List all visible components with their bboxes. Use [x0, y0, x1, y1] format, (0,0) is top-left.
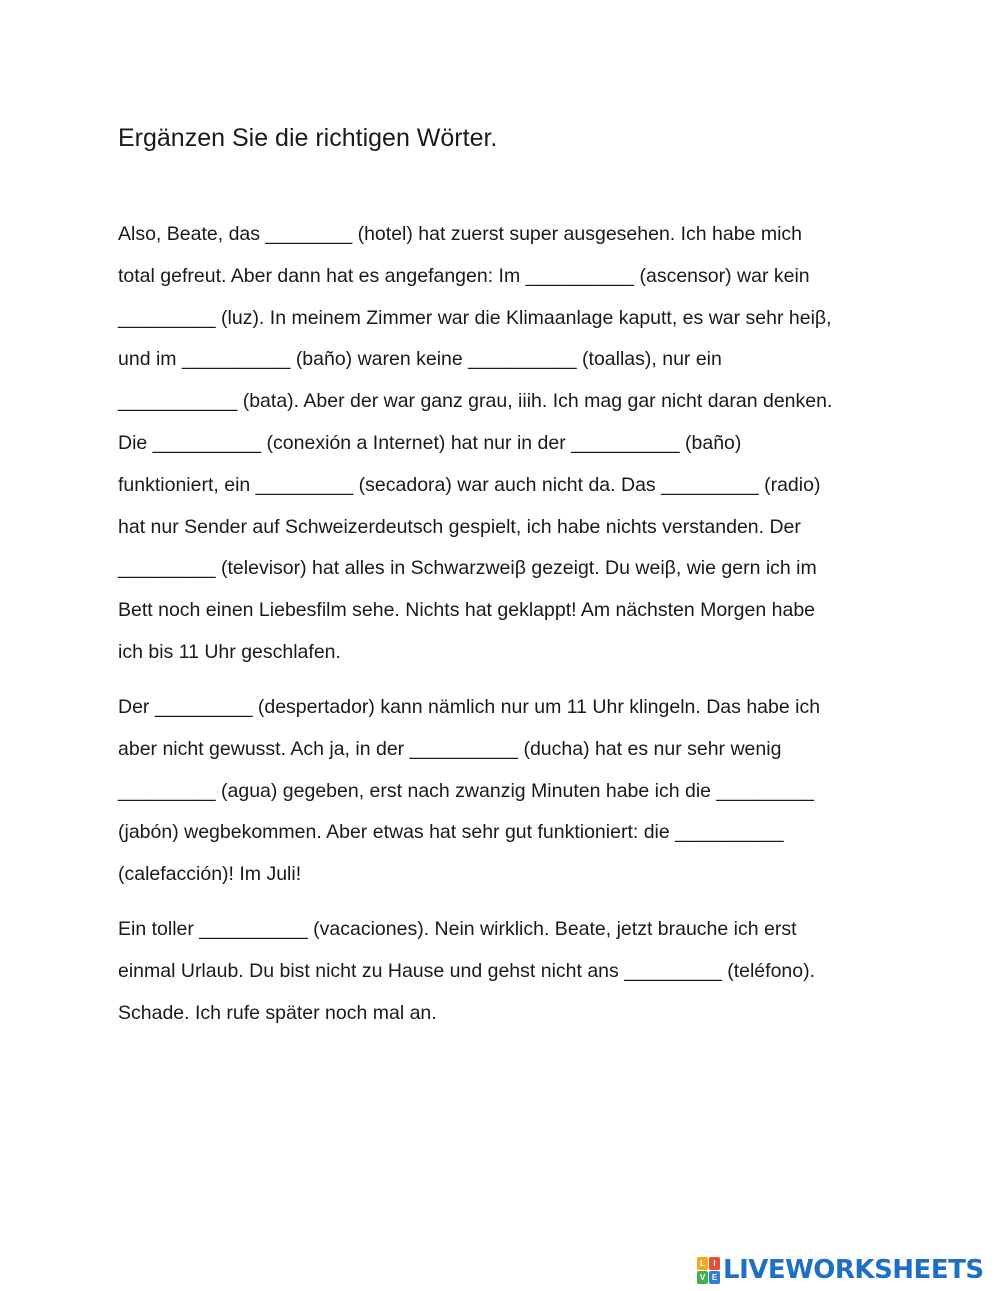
text-line: _________ (televisor) hat alles in Schwarzweiβ gezeigt. Du weiβ, wie gern ich im	[118, 557, 817, 580]
paragraph-2	[118, 687, 820, 896]
text-line: funktioniert, ein _________ (secadora) war auch nicht da. Das _________ (radio)	[118, 473, 821, 496]
text-line: Bett noch einen Liebesfilm sehe. Nichts hat geklappt! Am nächsten Morgen habe	[118, 599, 816, 622]
text-line: ich bis 11 Uhr geschlafen.	[118, 640, 341, 663]
logo-mark-letter: I	[709, 1257, 720, 1270]
text-line: Also, Beate, das ________ (hotel) hat zuerst super ausgesehen. Ich habe mich	[118, 223, 803, 245]
liveworksheets-logo-icon	[697, 1257, 720, 1284]
text-line: Der _________ (despertador) kann nämlich nur um 11 Uhr klingeln. Das habe ich	[118, 696, 821, 718]
text-line: Die __________ (conexión a Internet) hat nur in der __________ (baño)	[118, 431, 742, 454]
text-line: ___________ (bata). Aber der war ganz grau, iiih. Ich mag gar nicht daran denken.	[118, 390, 833, 413]
text-line: _________ (agua) gegeben, erst nach zwanzig Minuten habe ich die _________	[118, 779, 815, 802]
text-line: und im __________ (baño) waren keine __________ (toallas), nur ein	[118, 348, 722, 371]
text-line: Ein toller __________ (vacaciones). Nein wirklich. Beate, jetzt brauche ich erst	[118, 918, 797, 940]
logo-mark-letter: L	[697, 1257, 708, 1270]
text-line: Schade. Ich rufe später noch mal an.	[118, 1001, 437, 1024]
logo-mark-letter: V	[697, 1271, 708, 1284]
logo-wordmark: LIVEWORKSHEETS	[723, 1255, 984, 1285]
text-line: hat nur Sender auf Schweizerdeutsch gespielt, ich habe nichts verstanden. Der	[118, 515, 801, 538]
text-line: total gefreut. Aber dann hat es angefangen: Im __________ (ascensor) war kein	[118, 264, 810, 287]
text-line: aber nicht gewusst. Ach ja, in der __________ (ducha) hat es nur sehr wenig	[118, 737, 782, 760]
liveworksheets-logo	[697, 1255, 984, 1285]
text-line: (jabón) wegbekommen. Aber etwas hat sehr gut funktioniert: die __________	[118, 821, 784, 844]
logo-mark-letter: E	[709, 1271, 720, 1284]
text-line: (calefacción)! Im Juli!	[118, 863, 302, 886]
text-line: einmal Urlaub. Du bist nicht zu Hause und gehst nicht ans _________ (teléfono).	[118, 959, 816, 982]
paragraph-3	[118, 909, 815, 1034]
text-line: _________ (luz). In meinem Zimmer war die Klimaanlage kaputt, es war sehr heiβ,	[118, 306, 832, 329]
paragraph-1	[118, 214, 832, 674]
worksheet-title: Ergänzen Sie die richtigen Wörter.	[118, 124, 498, 152]
